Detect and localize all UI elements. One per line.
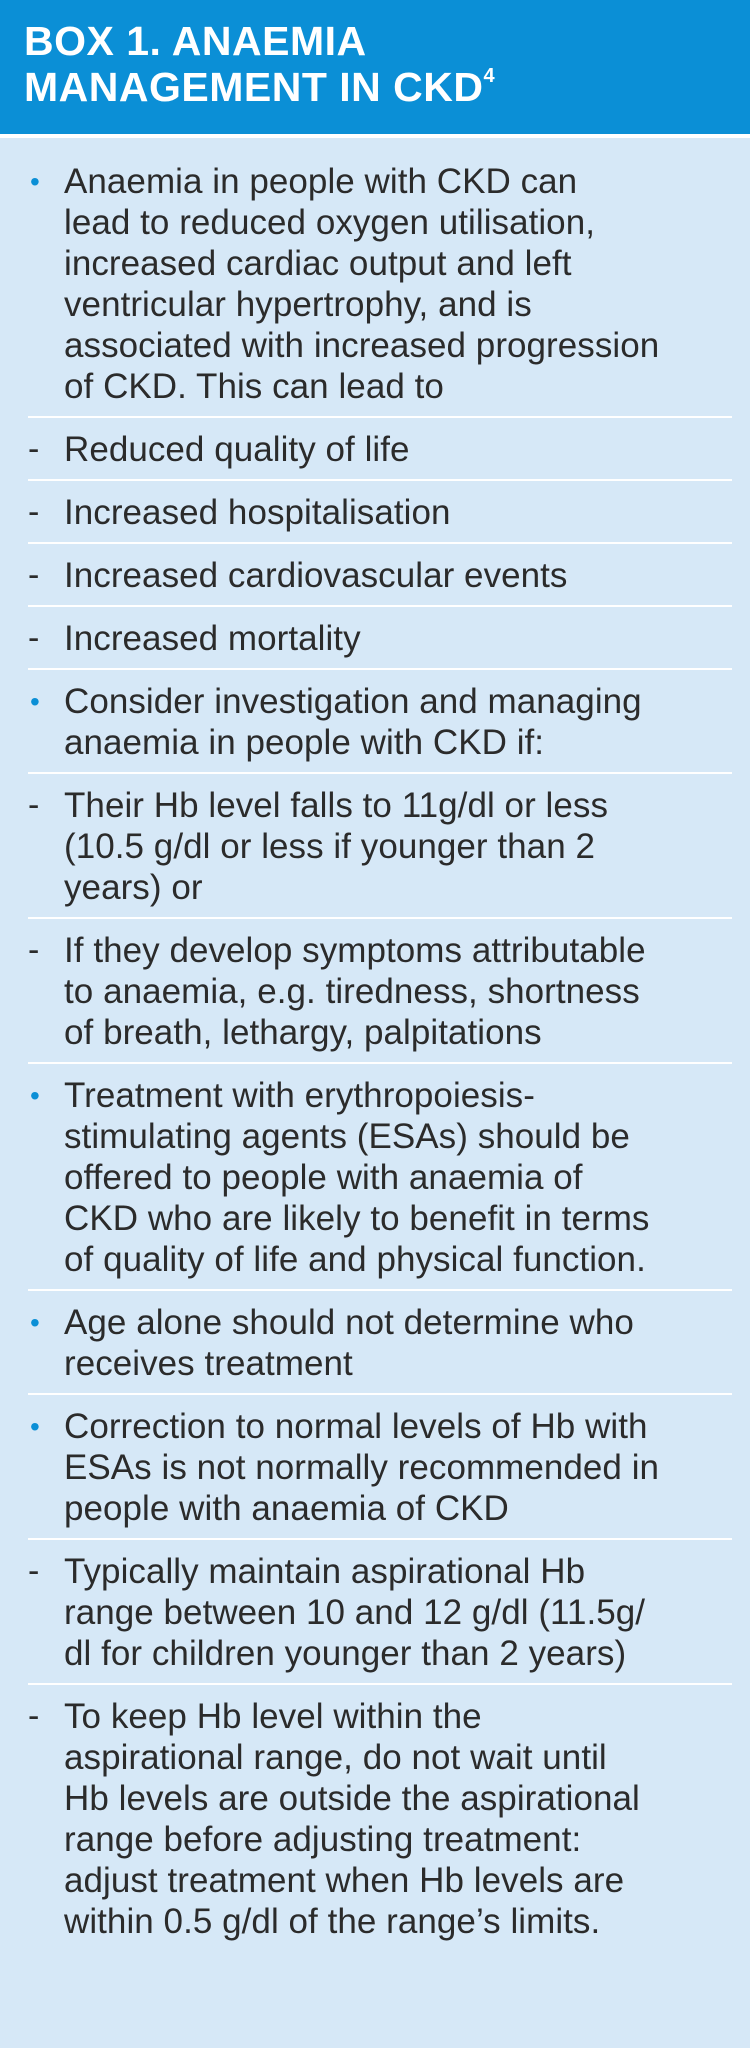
item-text-line: ESAs is not normally recommended in: [64, 1448, 660, 1487]
item-text-line: ventricular hypertrophy, and is: [64, 285, 532, 324]
sub-item: [28, 489, 732, 544]
sub-item: [28, 552, 732, 607]
item-text-line: of quality of life and physical function.: [64, 1240, 646, 1279]
item-text-line: Increased cardiovascular events: [64, 556, 568, 595]
item-text-line: anaemia in people with CKD if:: [64, 723, 545, 762]
item-text: [64, 930, 732, 1053]
dash-icon: -: [28, 786, 40, 824]
item-text-line: Anaemia in people with CKD can: [64, 162, 578, 201]
item-text-line: lead to reduced oxygen utilisation,: [64, 203, 595, 242]
item-text-line: adjust treatment when Hb levels are: [64, 1861, 625, 1900]
item-text-line: Their Hb level falls to 11g/dl or less: [64, 786, 608, 825]
item-text: [64, 618, 732, 659]
sub-item: [28, 927, 732, 1064]
bullet-icon: •: [30, 1307, 40, 1338]
dash-icon: -: [28, 430, 40, 468]
dash-icon: -: [28, 1697, 40, 1735]
bullet-icon: •: [30, 1411, 40, 1442]
box-title-reference: 4: [483, 65, 496, 88]
item-text-line: increased cardiac output and left: [64, 244, 572, 283]
bullet-item: [28, 158, 732, 418]
dash-icon: -: [28, 1552, 40, 1590]
item-text-line: Reduced quality of life: [64, 430, 410, 469]
box-header: [0, 0, 750, 138]
sub-item: [28, 426, 732, 481]
dash-icon: -: [28, 493, 40, 531]
bullet-icon: •: [30, 686, 40, 717]
item-text-line: Consider investigation and managing: [64, 682, 642, 721]
item-text: [64, 1302, 732, 1384]
item-text-line: Increased mortality: [64, 619, 361, 658]
item-text: [64, 1075, 732, 1280]
bullet-item: [28, 678, 732, 774]
box-title: [24, 18, 726, 110]
item-text-line: Typically maintain aspirational Hb: [64, 1552, 586, 1591]
item-text: [64, 1551, 732, 1674]
item-text-line: CKD who are likely to benefit in terms: [64, 1199, 650, 1238]
item-text-line: range between 10 and 12 g/dl (11.5g/: [64, 1593, 646, 1632]
item-text-line: Age alone should not determine who: [64, 1303, 634, 1342]
item-text: [64, 555, 732, 596]
bullet-icon: •: [30, 1080, 40, 1111]
item-text-line: offered to people with anaemia of: [64, 1158, 583, 1197]
item-text-line: dl for children younger than 2 years): [64, 1634, 627, 1673]
item-text-line: Hb levels are outside the aspirational: [64, 1779, 640, 1818]
item-text: [64, 1696, 732, 1942]
sub-item: [28, 615, 732, 670]
item-text-line: aspirational range, do not wait until: [64, 1738, 607, 1777]
item-text: [64, 785, 732, 908]
item-text-line: (10.5 g/dl or less if younger than 2: [64, 827, 596, 866]
item-text-line: To keep Hb level within the: [64, 1697, 482, 1736]
sub-item: [28, 1548, 732, 1685]
item-text-line: within 0.5 g/dl of the range’s limits.: [64, 1902, 601, 1941]
bullet-item: [28, 1072, 732, 1291]
item-text: [64, 161, 732, 407]
item-text-line: range before adjusting treatment:: [64, 1820, 582, 1859]
bullet-item: [28, 1403, 732, 1540]
item-text: [64, 429, 732, 470]
dash-icon: -: [28, 556, 40, 594]
item-text-line: stimulating agents (ESAs) should be: [64, 1117, 630, 1156]
item-text-line: associated with increased progression: [64, 326, 660, 365]
bullet-icon: •: [30, 166, 40, 197]
item-text-line: of CKD. This can lead to: [64, 367, 444, 406]
item-text: [64, 1406, 732, 1529]
sub-item: [28, 1693, 732, 1951]
item-text-line: years) or: [64, 868, 203, 907]
item-text-line: Increased hospitalisation: [64, 493, 451, 532]
box-item-list: [0, 138, 750, 1951]
dash-icon: -: [28, 619, 40, 657]
bullet-item: [28, 1299, 732, 1395]
item-text: [64, 681, 732, 763]
item-text-line: to anaemia, e.g. tiredness, shortness: [64, 972, 640, 1011]
sub-item: [28, 782, 732, 919]
item-text-line: receives treatment: [64, 1344, 353, 1383]
item-text-line: If they develop symptoms attributable: [64, 931, 646, 970]
item-text-line: Correction to normal levels of Hb with: [64, 1407, 648, 1446]
dash-icon: -: [28, 931, 40, 969]
box-title-line2: MANAGEMENT IN CKD: [24, 64, 484, 110]
item-text: [64, 492, 732, 533]
item-text-line: Treatment with erythropoiesis-: [64, 1076, 535, 1115]
item-text-line: of breath, lethargy, palpitations: [64, 1013, 542, 1052]
item-text-line: people with anaemia of CKD: [64, 1489, 509, 1528]
box-title-line1: BOX 1. ANAEMIA: [24, 18, 367, 64]
